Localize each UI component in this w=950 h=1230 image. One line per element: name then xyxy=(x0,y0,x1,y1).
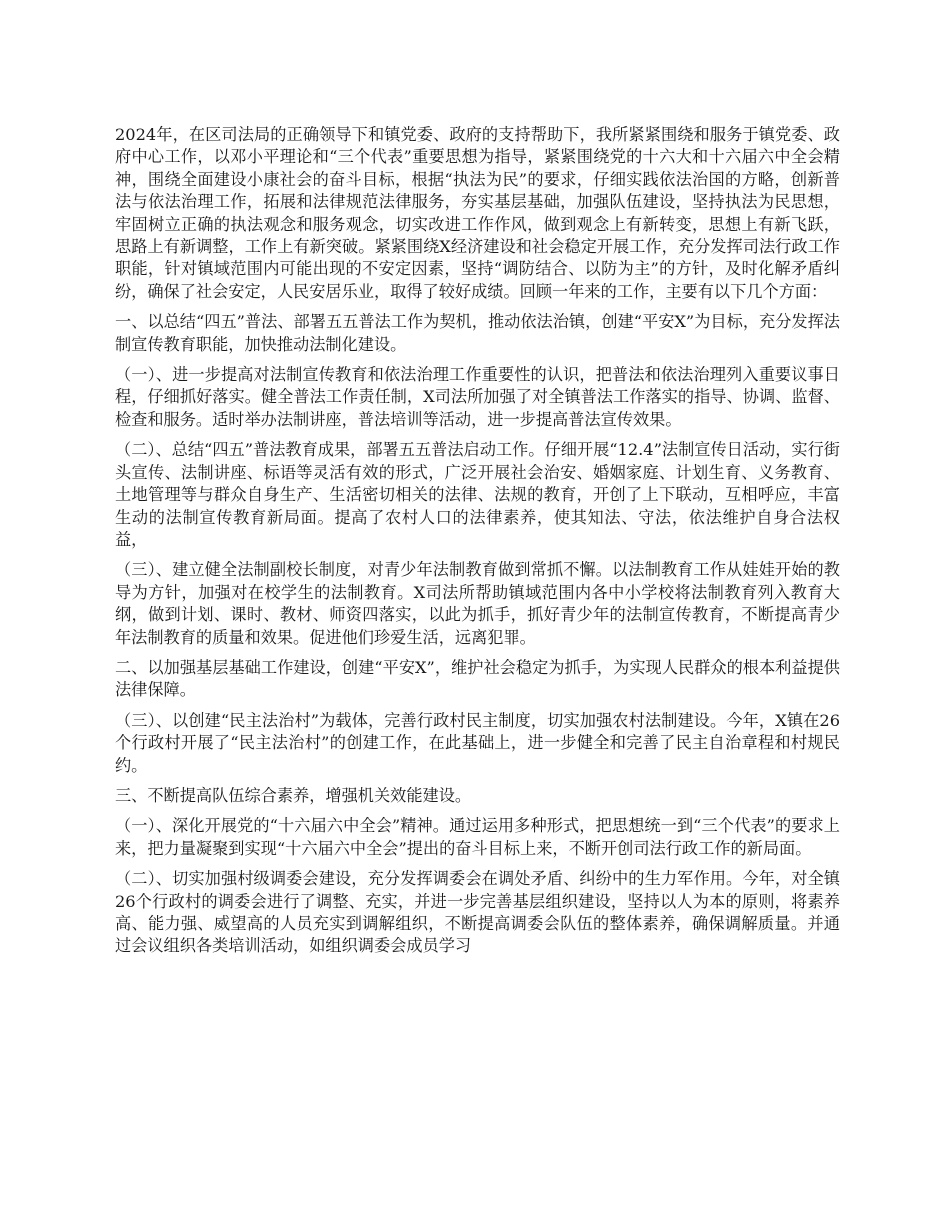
paragraph-section-3-item-2: （二）、切实加强村级调委会建设，充分发挥调委会在调处矛盾、纠纷中的生力军作用。今年，对全镇26个行政村的调委会进行了调整、充实，并进一步完善基层组织建设，坚持以人为本的原则，将素养高、能力强、威望高的人员充实到调解组织，不断提高调委会队伍的整体素养，确保调解质量。并通过会议组织各类培训活动，如组织调委会成员学习 xyxy=(115,869,840,956)
paragraph-section-1-item-2: （二）、总结“四五”普法教育成果，部署五五普法启动工作。仔细开展“12.4”法制宣传日活动，实行街头宣传、法制讲座、标语等灵活有效的形式，广泛开展社会治安、婚姻家庭、计划生育、义务教育、土地管理等与群众自身生产、生活密切相关的法律、法规的教育，开创了上下联动，互相呼应，丰富生动的法制宣传教育新局面。提高了农村人口的法律素养，使其知法、守法，依法维护自身合法权益， xyxy=(115,440,840,549)
paragraph-section-1-heading: 一、以总结“四五”普法、部署五五普法工作为契机，推动依法治镇，创建“平安X”为目标，充分发挥法制宣传教育职能，加快推动法制化建设。 xyxy=(115,312,840,354)
paragraph-section-1-item-3: （三）、建立健全法制副校长制度，对青少年法制教育做到常抓不懈。以法制教育工作从娃娃开始的教导为方针，加强对在校学生的法制教育。X司法所帮助镇域范围内各中小学校将法制教育列入教育大纲，做到计划、课时、教材、师资四落实，以此为抓手，抓好青少年的法制宣传教育，不断提高青少年法制教育的质量和效果。促进他们珍爱生活，远离犯罪。 xyxy=(115,560,840,647)
paragraph-section-3-heading: 三、不断提高队伍综合素养，增强机关效能建设。 xyxy=(115,785,472,805)
paragraph-intro: 2024年，在区司法局的正确领导下和镇党委、政府的支持帮助下，我所紧紧围绕和服务于镇党委、政府中心工作，以邓小平理论和“三个代表”重要思想为指导，紧紧围绕党的十六大和十六届六中全会精神，围绕全面建设小康社会的奋斗目标，根据“执法为民”的要求，仔细实践依法治国的方略，创新普法与依法治理工作，拓展和法律规范法律服务，夯实基层基础，加强队伍建设，坚持执法为民思想，牢固树立正确的执法观念和服务观念，切实改进工作作风，做到观念上有新转变，思想上有新飞跃，思路上有新调整，工作上有新突破。紧紧围绕X经济建设和社会稳定开展工作，充分发挥司法行政工作职能，针对镇域范围内可能出现的不安定因素，坚持“调防结合、以防为主”的方针，及时化解矛盾纠纷，确保了社会安定，人民安居乐业，取得了较好成绩。回顾一年来的工作，主要有以下几个方面： xyxy=(115,125,840,301)
paragraph-section-2-item-3: （三）、以创建“民主法治村”为载体，完善行政村民主制度，切实加强农村法制建设。今年，X镇在26个行政村开展了“民主法治村”的创建工作，在此基础上，进一步健全和完善了民主自治章程和村规民约。 xyxy=(115,710,840,775)
document-body xyxy=(115,124,840,966)
paragraph-section-3-item-1: （一）、深化开展党的“十六届六中全会”精神。通过运用多种形式，把思想统一到“三个代表”的要求上来，把力量凝聚到实现“十六届六中全会”提出的奋斗目标上来，不断开创司法行政工作的新局面。 xyxy=(115,816,840,858)
paragraph-section-1-item-1: （一）、进一步提高对法制宣传教育和依法治理工作重要性的认识，把普法和依法治理列入重要议事日程，仔细抓好落实。健全普法工作责任制，X司法所加强了对全镇普法工作落实的指导、协调、监督、检查和服务。适时举办法制讲座，普法培训等活动，进一步提高普法宣传效果。 xyxy=(115,365,840,429)
paragraph-section-2-heading: 二、以加强基层基础工作建设，创建“平安X”，维护社会稳定为抓手，为实现人民群众的根本利益提供法律保障。 xyxy=(115,657,840,700)
